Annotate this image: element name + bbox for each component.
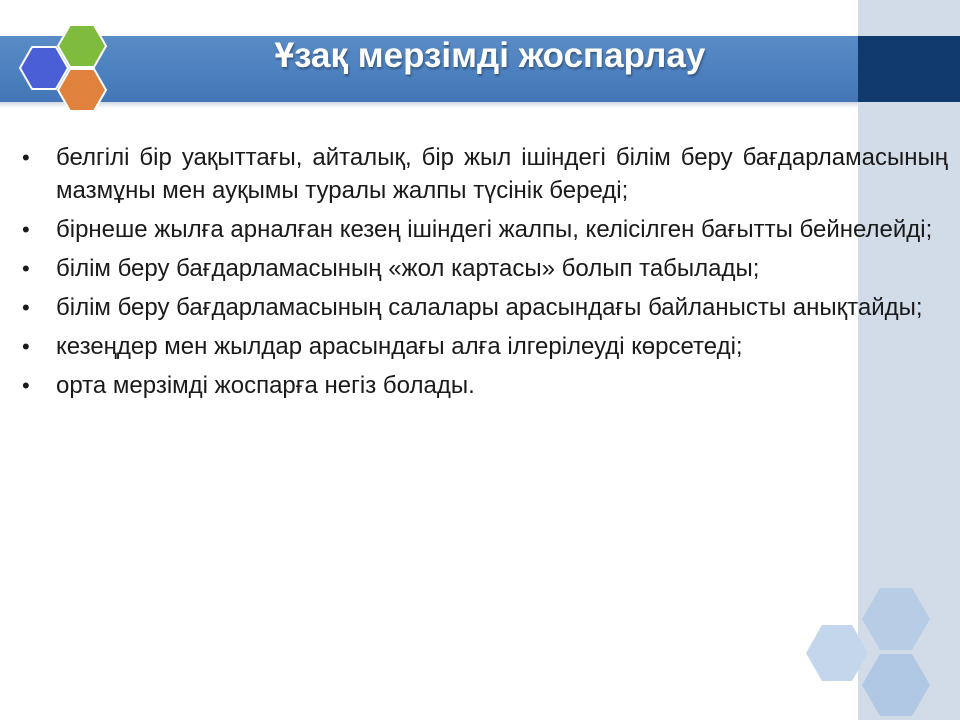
hexagon-orange-icon (58, 69, 106, 111)
hexagon-blue-icon (20, 47, 68, 89)
hexagon-light-icon (862, 588, 930, 650)
bullet-dot-icon: • (22, 256, 30, 281)
hexagon-green-icon (58, 25, 106, 67)
bullet-item (22, 369, 948, 402)
bullet-dot-icon: • (22, 373, 30, 398)
bullet-list (22, 141, 948, 408)
bullet-item (22, 252, 948, 285)
slide-title: Ұзақ мерзімді жоспарлау (274, 36, 706, 75)
bullet-item (22, 213, 948, 246)
bullet-dot-icon: • (22, 145, 30, 170)
bullet-text: білім беру бағдарламасының салалары арасындағы байланысты анықтайды; (56, 294, 923, 321)
hexagon-light-icon (862, 654, 930, 716)
title-band-accent (858, 36, 960, 102)
bullet-dot-icon: • (22, 334, 30, 359)
hexagon-logo-icon (8, 22, 118, 114)
bullet-text: бірнеше жылға арналған кезең ішіндегі жалпы, келісілген бағытты бейнелейді; (56, 216, 933, 243)
bullet-dot-icon: • (22, 295, 30, 320)
hexagon-light-icon (806, 625, 868, 681)
bullet-item (22, 291, 948, 324)
bullet-text: орта мерзімді жоспарға негіз болады. (56, 372, 475, 399)
title-band-shadow (0, 102, 858, 108)
bullet-text: кезеңдер мен жылдар арасындағы алға ілгерілеуді көрсетеді; (56, 333, 743, 360)
bullet-text: белгілі бір уақыттағы, айталық, бір жыл ішіндегі білім беру бағдарламасының мазмұны мен ауқымы туралы жалпы түсінік береді; (56, 144, 948, 204)
bullet-item (22, 330, 948, 363)
bullet-item (22, 141, 948, 207)
footer-watermark (680, 683, 850, 701)
bullet-dot-icon: • (22, 217, 30, 242)
bullet-text: білім беру бағдарламасының «жол картасы» болып табылады; (56, 255, 760, 282)
